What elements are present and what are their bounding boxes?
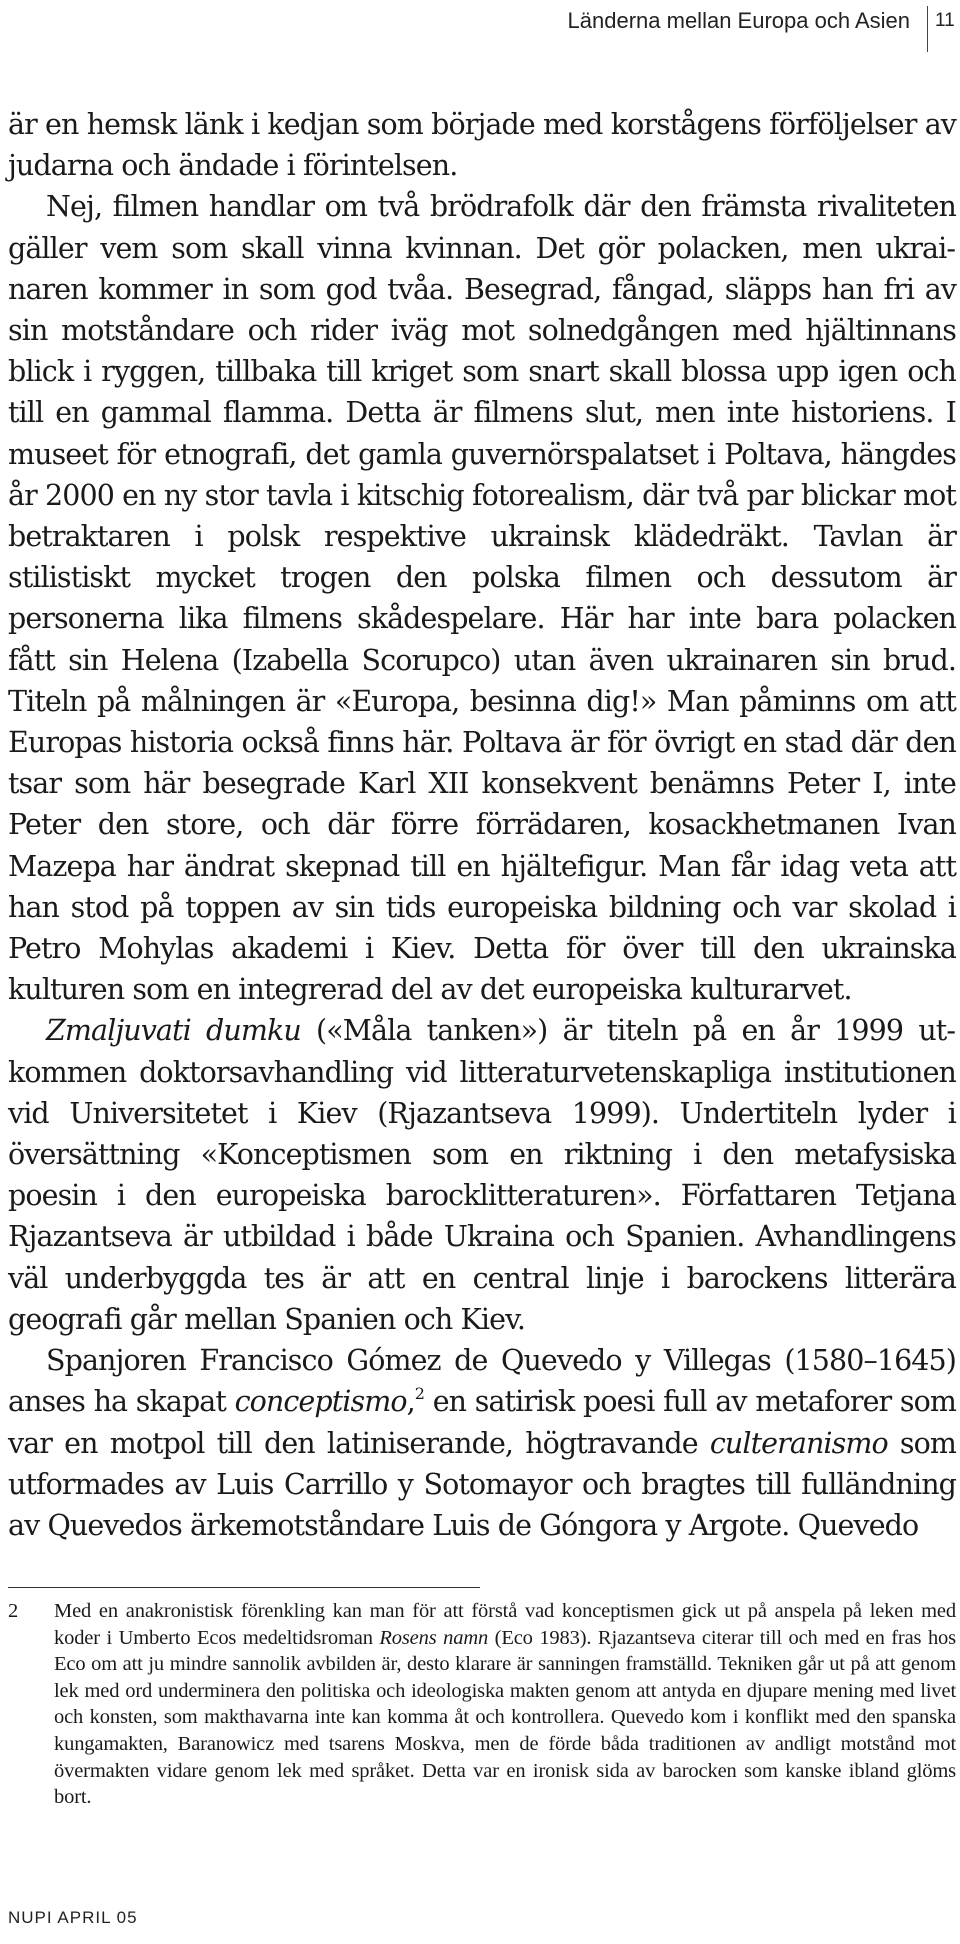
footnote-divider [8, 1587, 480, 1588]
footnote-text-1: Med en anakronistisk förenkling kan man för att förstå vad konceptismen gick ut på anspela på leken med koder i Umberto Ecos medeltidsroman [54, 1600, 956, 1649]
quevedo-text-2: , [406, 1385, 415, 1419]
dissertation-text: («Måla tanken») är titeln på en år 1999 utkommen doktorsavhandling vid litteraturvetenskapliga institutionen vid Universitetet i Kiev (Rjazantseva 1999). Undertiteln lyder i översättning «Konceptismen som en riktning i den metafysiska poesin i den europeiska barocklitteraturen». Författaren Tetjana Rjazantseva är utbildad i både Ukraina och Spanien. Avhandlingens väl underbyggda tes är att en central linje i barockens litterära geografi går mellan Spanien och Kiev. [8, 1014, 956, 1336]
footnote-text-2: (Eco 1983). Rjazantseva citerar till och med en fras hos Eco om att ju mindre sannolik avbilden är, desto klarare är sanningen framställd. Tekniken går ut på att genom lek med ord underminera den politiska och ideologiska makten genom att antyda en djupare mening med livet och konsten, som makthavarna inte kan komma åt och kontrollera. Quevedo kom i konflikt med den spanska kungamakten, Baranowicz med tsarens Moskva, men de förde båda traditionen av andligt motstånd mot övermakten vidare genom lek med språket. Detta var en ironisk sida av barocken som kanske ibland glöms bort. [54, 1626, 956, 1809]
term-culteranismo: culteranismo [709, 1426, 888, 1460]
page-number: 11 [935, 10, 955, 31]
quevedo-text-1: Spanjoren Francisco Gómez de Quevedo y Villegas (1580–1645) anses ha skapat [8, 1344, 956, 1419]
footnote-reference[interactable]: 2 [414, 1384, 425, 1404]
paragraph-continuation: är en hemsk länk i kedjan som började med korstågens förföljelser av judarna och ändade i förintelsen. [8, 108, 956, 183]
quevedo-text-3: en satirisk poesi full av metaforer som var en motpol till den latiniserande, högtravande [8, 1385, 956, 1460]
paragraph-quevedo [8, 1340, 956, 1546]
book-title: Rosens namn [379, 1626, 489, 1649]
page-header [0, 6, 960, 50]
footnote-number: 2 [8, 1600, 19, 1622]
paragraph-film: Nej, filmen handlar om två brödrafolk där den främsta rivaliteten gäller vem som skall vinna kvinnan. Det gör polacken, men ukrainaren kommer in som god tvåa. Besegrad, fångad, släpps han fri av sin motståndare och rider iväg mot solnedgången med hjältinnans blick i ryggen, tillbaka till kriget som snart skall blossa upp igen och till en gammal flamma. Detta är filmens slut, men inte historiens. I museet för etnografi, det gamla guvernörspalatset i Poltava, hängdes år 2000 en ny stor tavla i kitschig fotorealism, där två par blickar mot betraktaren i polsk respektive ukrainsk klädedräkt. Tavlan är stilistiskt mycket trogen den polska filmen och dessutom är personerna lika filmens skådespelare. Här har inte bara polacken fått sin Helena (Izabella Scorupco) utan även ukrainaren sin brud. Titeln på målningen är «Europa, besinna dig!» Man påminns om att Europas historia också finns här. Poltava är för övrigt en stad där den tsar som här besegrade Karl XII konsekvent benämns Peter I, inte Peter den store, och där förre förrädaren, kosackhetmanen Ivan Mazepa har ändrat skepnad till en hjältefigur. Man får idag veta att han stod på toppen av sin tids europeiska bildning och var skolad i Petro Mohylas akademi i Kiev. Detta för över till den ukrainska kulturen som en integrerad del av det europeiska kulturarvet. [8, 190, 956, 1007]
footnote [8, 1598, 956, 1811]
page-footer: NUPI APRIL 05 [8, 1908, 138, 1927]
dissertation-title: Zmaljuvati dumku [46, 1014, 301, 1048]
paragraph-dissertation [8, 1010, 956, 1340]
footnote-text [54, 1598, 956, 1811]
quevedo-text-4: som utformades av Luis Carrillo y Sotomayor och bragtes till fulländning av Quevedos ärkemotståndare Luis de Góngora y Argote. Quevedo [8, 1426, 956, 1542]
header-divider [927, 6, 928, 52]
running-title: Länderna mellan Europa och Asien [567, 8, 910, 33]
body-text [8, 104, 956, 1546]
term-conceptismo: conceptismo [234, 1385, 407, 1419]
